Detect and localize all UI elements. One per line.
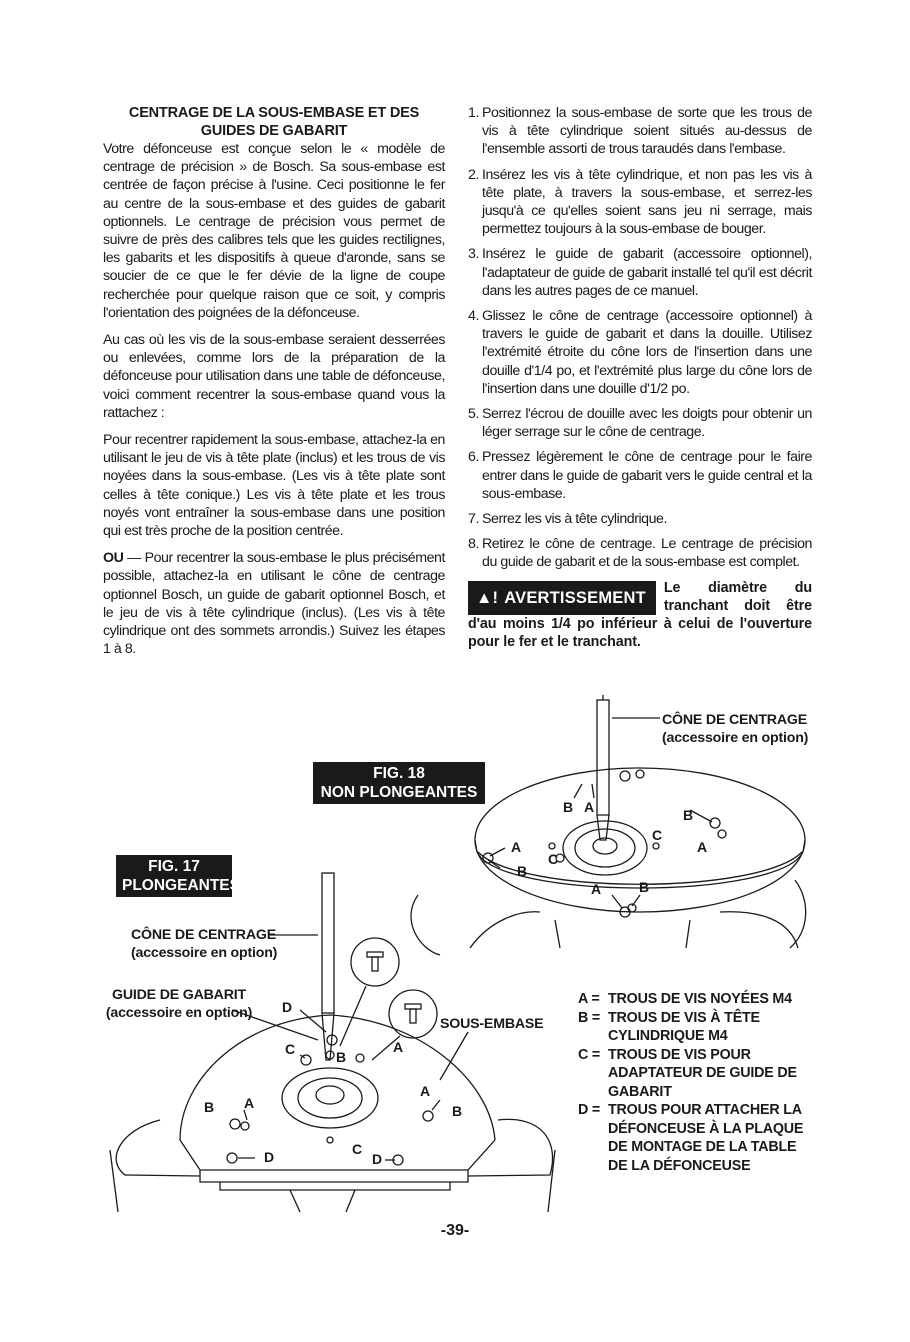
step-number: 2. [468, 166, 479, 183]
fig18-title: NON PLONGEANTES [320, 784, 478, 801]
fig17-letter: B [336, 1049, 347, 1065]
fig18-letter: B [517, 863, 528, 879]
legend-value: TROUS POUR ATTACHER LA DÉFONCEUSE À LA PLAQUE DE MONTAGE DE LA TABLE DE LA DÉFONCEUSE [608, 1102, 804, 1174]
intro-paragraph: Votre défonceuse est conçue selon le « modèle de centrage de précision » de Bosch. Sa sous-embase est centrée de façon précise à l'usine. Ceci positionne le fer au centre de la sous-embase et des guides de gabarit optionnels. Le centrage de précision vous permet de suivre de près des calibres tels que les guides rectilignes, les gabarits et les dispositifs à queue d'aronde, sans se soucier de ce que le fer dévie de la ligne de coupe recherchée pour quelque raison que ce soit, y compris l'orientation des poignées de la défonceuse. [103, 141, 445, 321]
warning-text: Le diamètre du tranchant doit être d'au moins 1/4 po inférieur à celui de l'ouverture pour le fer et le tranchant. [468, 579, 812, 650]
legend-row [578, 1009, 818, 1046]
fig17-letter: D [264, 1149, 275, 1165]
step-number: 1. [468, 105, 479, 121]
legend-row [578, 990, 818, 1009]
fig17-letter: D [372, 1151, 383, 1167]
step-text: Insérez le guide de gabarit (accessoire optionnel), l'adaptateur de guide de gabarit installé tel qu'il est décrit dans les autres pages de ce manuel. [482, 246, 812, 299]
legend-key: A = [578, 991, 600, 1007]
fig17-letter: A [420, 1083, 431, 1099]
quick-recenter-paragraph: Pour recentrer rapidement la sous-embase, attachez-la en utilisant le jeu de vis à tête plate (inclus) et les trous de vis noyées dans la sous-embase. (Les vis à tête plate sont celles à tête conique.) Les vis à tête plate et les trous noyés vont entraîner la sous-embase dans une position qui est très proche de la position centrée. [103, 432, 445, 540]
fig17-letter: C [352, 1141, 363, 1157]
fig18-letter: C [548, 851, 559, 867]
fig18-label [313, 762, 485, 804]
section-heading-line1: CENTRAGE DE LA SOUS-EMBASE ET DES [128, 105, 420, 121]
fig18-letter: A [697, 839, 708, 855]
fig17-illustration [110, 873, 555, 1212]
fig18-letter: B [563, 799, 574, 815]
fillister-screw-head-icon [351, 938, 399, 986]
step-text: Retirez le cône de centrage. Le centrage de précision du guide de gabarit et de la sous-embase est complet. [482, 536, 812, 571]
step-number: 6. [468, 449, 479, 466]
fig17-letter: A [393, 1039, 404, 1055]
sous-embase-callout: SOUS-EMBASE [440, 1016, 544, 1032]
legend-key: C = [578, 1046, 601, 1063]
warning-triangle-icon: ▲! [476, 588, 499, 607]
guide-callout-sub: (accessoire en option) [105, 1005, 253, 1021]
cone-callout-left [131, 926, 277, 962]
step-text: Insérez les vis à tête cylindrique, et non pas les vis à tête plate, à travers la sous-embase, et serrez-les jusqu'à ce qu'elles soient sans jeu ni serrage, mais permettez toujours à la sous-embase de bouger. [482, 166, 812, 238]
cone-callout-top-sub: (accessoire en option) [662, 730, 809, 746]
legend-row [578, 1046, 818, 1102]
legend-row [578, 1101, 818, 1175]
fig18-letter: C [652, 827, 663, 843]
step-number: 3. [468, 246, 479, 263]
step-number: 4. [468, 308, 479, 325]
warning-badge-label: AVERTISSEMENT [504, 588, 646, 607]
loose-screws-paragraph: Au cas où les vis de la sous-embase seraient desserrées ou enlevées, comme lors de la préparation de la défonceuse pour utilisation dans une table de défonceuse, voici comment recentrer la sous-embase quand vous la rattachez : [103, 332, 445, 421]
legend-value: TROUS DE VIS NOYÉES M4 [608, 991, 792, 1007]
legend [578, 990, 818, 1175]
legend-key: B = [578, 1009, 601, 1026]
legend-key: D = [578, 1102, 601, 1118]
cone-callout-top-title: CÔNE DE CENTRAGE [662, 712, 807, 728]
step-text: Glissez le cône de centrage (accessoire optionnel) à travers le guide de gabarit et dans la douille. Utilisez l'extrémité étroite du cône lors de l'insertion dans une douille d'1/4 po, et l'extrémité plus large du cône lors de l'insertion dans une douille d'1/2 po. [482, 308, 812, 397]
fig17-letter: A [244, 1095, 255, 1111]
fig18-number: FIG. 18 [373, 765, 425, 782]
fig18-letter: A [591, 881, 602, 897]
fig17-letter: C [285, 1041, 296, 1057]
guide-callout [104, 986, 254, 1022]
page-number: -39- [440, 1222, 470, 1239]
section-heading-line2: GUIDES DE GABARIT [200, 123, 348, 139]
legend-value: TROUS DE VIS POUR ADAPTATEUR DE GUIDE DE GABARIT [608, 1046, 797, 1100]
step-number: 5. [468, 406, 479, 423]
step-number: 8. [468, 536, 479, 553]
precise-recenter-text: — Pour recentrer la sous-embase le plus précisément possible, attachez-la en utilisant le cône de centrage optionnel Bosch, un guide de gabarit optionnel Bosch, et le jeu de vis à tête cylindrique (inclus). (Les vis à tête cylindrique ont des sommets arrondis.) Suivez les étapes 1 à 8. [103, 550, 445, 658]
cone-callout-top [662, 711, 808, 747]
fig18-letter: A [511, 839, 522, 855]
step-text: Pressez légèrement le cône de centrage pour le faire entrer dans le guide de gabarit vers le guide central et la sous-embase. [482, 449, 812, 502]
legend-value: TROUS DE VIS À TÊTE CYLINDRIQUE M4 [608, 1009, 760, 1044]
cone-callout-left-sub: (accessoire en option) [131, 945, 278, 961]
fig18-letter: B [639, 879, 650, 895]
fig17-label [116, 855, 240, 897]
step-number: 7. [468, 511, 479, 528]
guide-callout-title: GUIDE DE GABARIT [112, 987, 246, 1003]
step-text: Serrez les vis à tête cylindrique. [482, 511, 667, 528]
fig17-letter: D [282, 999, 293, 1015]
fig17-letter: B [452, 1103, 463, 1119]
step-text: Positionnez la sous-embase de sorte que les trous de vis à tête cylindrique soient situés au-dessus de l'ensemble assorti de trous taraudés dans l'embase. [482, 105, 812, 158]
flat-screw-head-icon [389, 990, 437, 1038]
fig17-letter: B [204, 1099, 215, 1115]
fig18-letter: B [683, 807, 694, 823]
fig18-letter: A [584, 799, 595, 815]
cone-callout-left-title: CÔNE DE CENTRAGE [131, 927, 276, 943]
fig17-title: PLONGEANTES [122, 877, 240, 894]
step-text: Serrez l'écrou de douille avec les doigts pour obtenir un léger serrage sur le cône de centrage. [482, 406, 812, 441]
ou-label: OU [103, 550, 124, 567]
fig17-number: FIG. 17 [148, 858, 200, 875]
